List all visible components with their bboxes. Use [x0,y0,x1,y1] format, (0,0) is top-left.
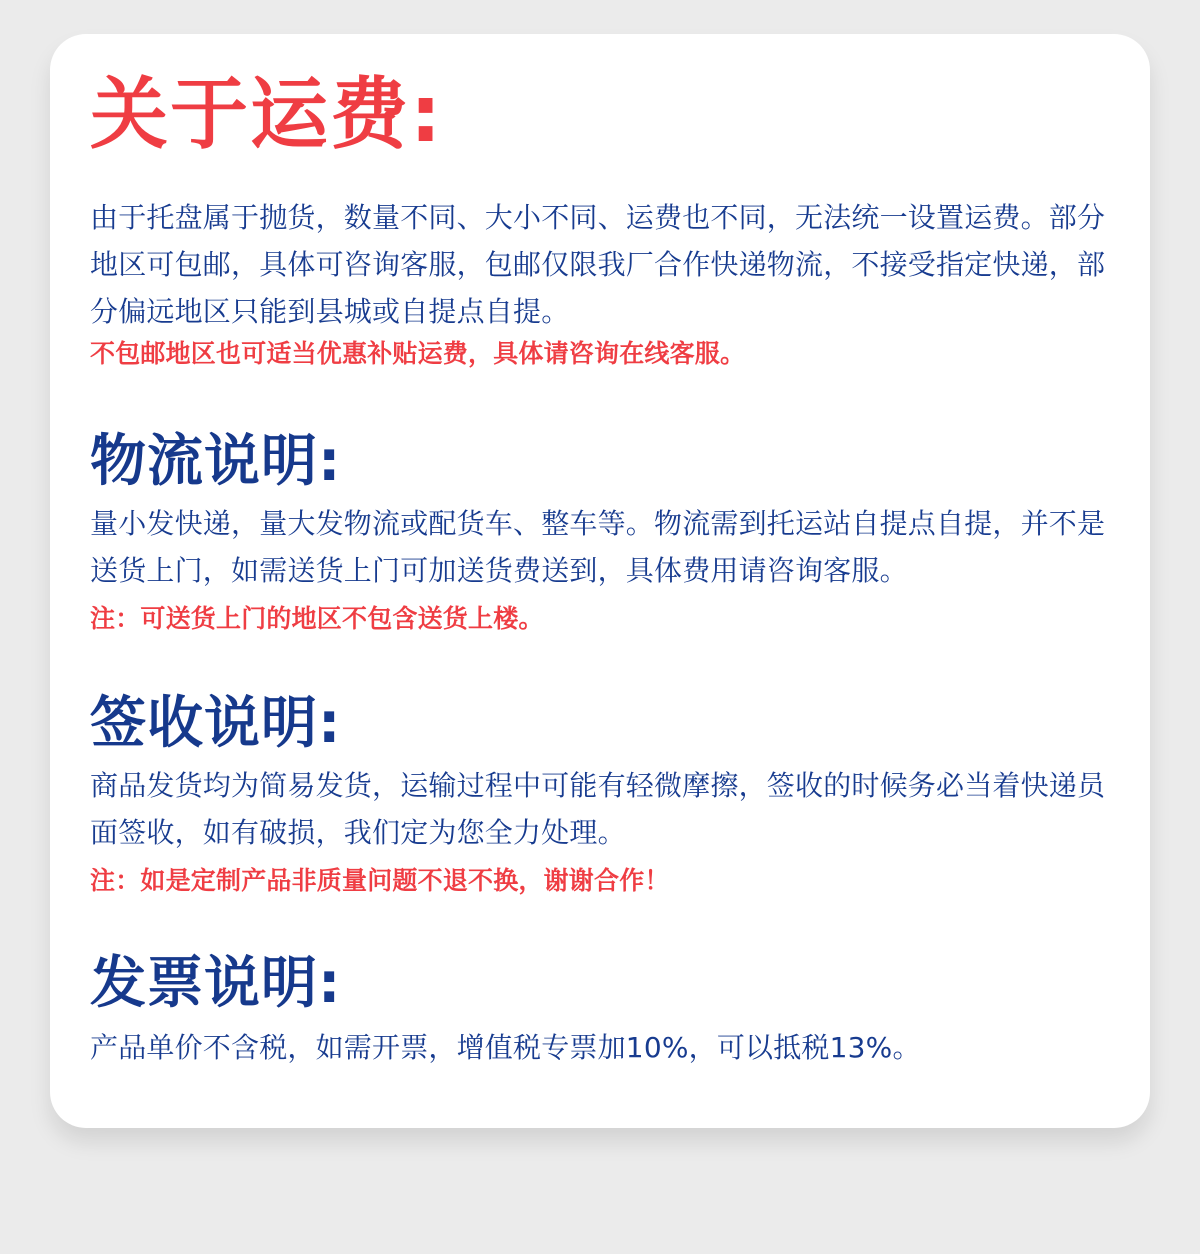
shipping-fee-section [90,70,1106,371]
shipping-fee-note: 不包邮地区也可适当优惠补贴运费，具体请咨询在线客服。 [90,339,746,368]
shipping-fee-body: 由于托盘属于抛货，数量不同、大小不同、运费也不同，无法统一设置运费。部分地区可包邮，具体可咨询客服，包邮仅限我厂合作快递物流，不接受指定快递，部分偏远地区只能到县城或自提点自提。 [90,201,1106,328]
delivery-sign-title: 签收说明: [90,691,342,756]
delivery-sign-body: 商品发货均为简易发货，运输过程中可能有轻微摩擦，签收的时候务必当着快递员面签收，如有破损，我们定为您全力处理。 [90,769,1106,849]
logistics-note: 注：可送货上门的地区不包含送货上楼。 [90,604,544,633]
invoice-body: 产品单价不含税，如需开票，增值税专票加10%，可以抵税13%。 [90,1031,921,1064]
delivery-sign-note: 注：如是定制产品非质量问题不退不换，谢谢合作！ [90,866,670,895]
logistics-title: 物流说明: [90,429,342,494]
invoice-title: 发票说明: [90,951,342,1016]
delivery-sign-section [90,691,1106,898]
logistics-section [90,429,1106,636]
invoice-section [90,951,1106,1071]
logistics-body: 量小发快递，量大发物流或配货车、整车等。物流需到托运站自提点自提，并不是送货上门，如需送货上门可加送货费送到，具体费用请咨询客服。 [90,507,1106,587]
info-card [50,34,1150,1128]
shipping-fee-title: 关于运费: [90,70,444,160]
